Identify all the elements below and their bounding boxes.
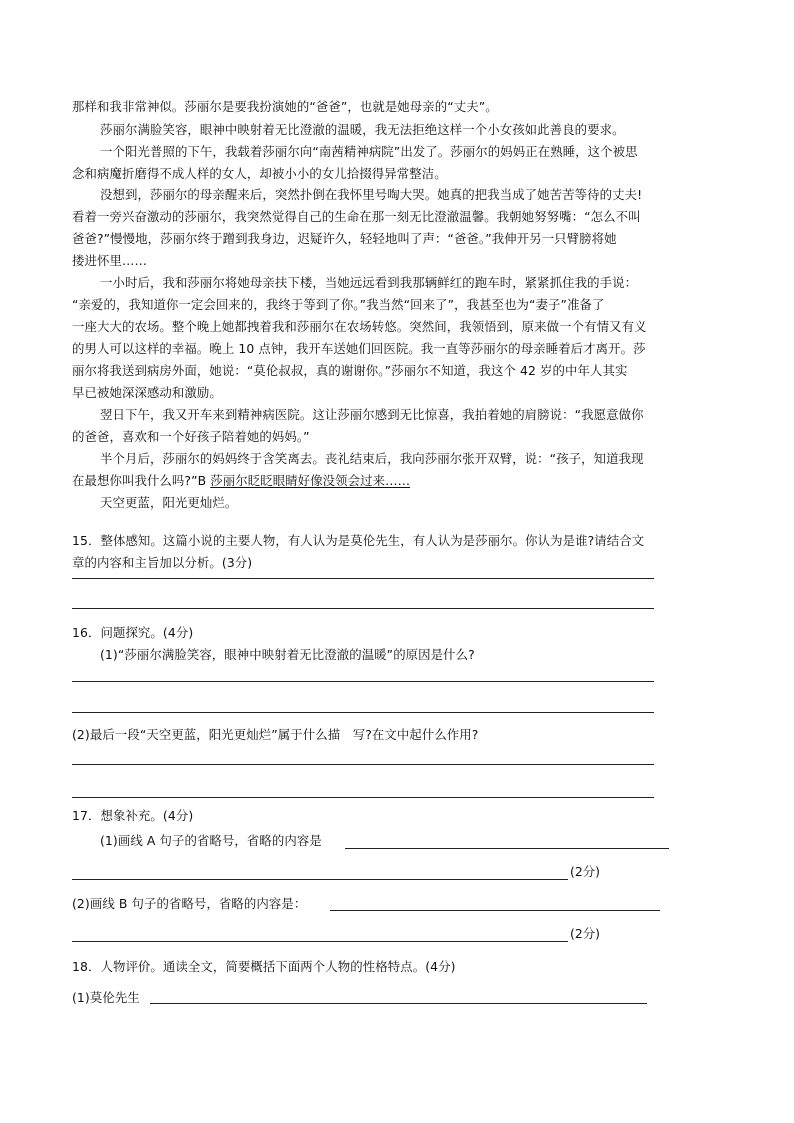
question-17-2-prompt: (2)画线 B 句子的省略号，省略的内容是： bbox=[72, 896, 307, 911]
answer-line[interactable] bbox=[72, 941, 568, 942]
question-18-1-prompt: (1)莫伦先生 bbox=[72, 990, 140, 1005]
story-paragraph-line: 莎丽尔满脸笑容，眼神中映射着无比澄澈的温暖，我无法拒绝这样一个小女孩如此善良的要求。 bbox=[100, 122, 625, 137]
story-paragraph-line: 一个阳光普照的下午，我载着莎丽尔向“南茜精神病院”出发了。莎丽尔的妈妈正在熟睡，这个被思 bbox=[100, 144, 638, 159]
story-text-segment: 在最想你叫我什么吗?”B bbox=[72, 473, 211, 488]
answer-line[interactable] bbox=[72, 879, 568, 880]
story-paragraph-line: 搂进怀里…… bbox=[72, 253, 147, 268]
question-17-title: 17．想象补充。(4分) bbox=[72, 808, 194, 823]
answer-line[interactable] bbox=[72, 712, 654, 713]
story-paragraph-line: 没想到，莎丽尔的母亲醒来后，突然扑倒在我怀里号啕大哭。她真的把我当成了她苦苦等待的丈夫! bbox=[100, 187, 643, 202]
story-paragraph-line: 爸爸?”慢慢地，莎丽尔终于蹭到我身边，迟疑许久，轻轻地叫了声：“爸爸。”我伸开另一只臂膀将她 bbox=[72, 231, 617, 246]
story-paragraph-line: 看着一旁兴奋激动的莎丽尔，我突然觉得自己的生命在那一刻无比澄澈温馨。我朝她努努嘴：“怎么不叫 bbox=[72, 209, 641, 224]
question-16-2-prompt: (2)最后一段“天空更蓝，阳光更灿烂”属于什么描 写?在文中起什么作用? bbox=[72, 727, 479, 742]
answer-line[interactable] bbox=[72, 578, 654, 579]
story-paragraph-line: 的男人可以这样的幸福。晚上 10 点钟，我开车送她们回医院。我一直等莎丽尔的母亲睡着后才离开。莎 bbox=[72, 341, 646, 356]
story-paragraph-line: 丽尔将我送到病房外面，她说：“莫伦叔叔，真的谢谢你。”莎丽尔不知道，我这个 42 岁的中年人其实 bbox=[72, 363, 628, 378]
story-paragraph-line: 一座大大的农场。整个晚上她都拽着我和莎丽尔在农场转悠。突然间，我领悟到，原来做一个有情又有义 bbox=[72, 319, 647, 334]
question-18-title: 18．人物评价。通读全文，简要概括下面两个人物的性格特点。(4分) bbox=[72, 959, 456, 974]
story-paragraph-line bbox=[72, 470, 410, 492]
answer-line[interactable] bbox=[72, 681, 654, 682]
question-16-title: 16．问题探究。(4分) bbox=[72, 625, 194, 640]
story-paragraph-line: 半个月后，莎丽尔的妈妈终于含笑离去。丧礼结束后，我向莎丽尔张开双臂，说：“孩子，知道我现 bbox=[100, 451, 644, 466]
story-paragraph-line: 念和病魔折磨得不成人样的女人，却被小小的女儿拾掇得异常整洁。 bbox=[72, 166, 447, 181]
answer-line[interactable] bbox=[72, 608, 654, 609]
story-paragraph-line: 天空更蓝，阳光更灿烂。 bbox=[100, 495, 238, 510]
story-paragraph-line: 那样和我非常神似。莎丽尔是要我扮演她的“爸爸”，也就是她母亲的“丈夫”。 bbox=[72, 99, 498, 114]
answer-line[interactable] bbox=[345, 848, 669, 849]
answer-line[interactable] bbox=[330, 910, 660, 911]
answer-line[interactable] bbox=[72, 797, 654, 798]
question-16-1-prompt: (1)“莎丽尔满脸笑容，眼神中映射着无比澄澈的温暖”的原因是什么? bbox=[100, 647, 475, 662]
underlined-sentence-b: 莎丽尔眨眨眼睛好像没领会过来…… bbox=[210, 473, 411, 488]
answer-line[interactable] bbox=[72, 764, 654, 765]
answer-line[interactable] bbox=[150, 1003, 647, 1004]
question-15-prompt: 15．整体感知。这篇小说的主要人物，有人认为是莫伦先生，有人认为是莎丽尔。你认为是谁?请结合文 bbox=[72, 533, 645, 548]
question-17-1-prompt: (1)画线 A 句子的省略号，省略的内容是 bbox=[100, 833, 322, 848]
story-paragraph-line: 早已被她深深感动和激励。 bbox=[72, 385, 222, 400]
score-label: (2分) bbox=[570, 864, 600, 879]
story-paragraph-line: 的爸爸，喜欢和一个好孩子陪着她的妈妈。” bbox=[72, 429, 310, 444]
story-paragraph-line: 一小时后，我和莎丽尔将她母亲扶下楼，当她远远看到我那辆鲜红的跑车时，紧紧抓住我的手说： bbox=[100, 275, 638, 290]
story-paragraph-line: “亲爱的，我知道你一定会回来的，我终于等到了你。”我当然“回来了”，我甚至也为“妻子”准备了 bbox=[72, 297, 605, 312]
story-paragraph-line: 翌日下午，我又开车来到精神病医院。这让莎丽尔感到无比惊喜，我拍着她的肩膀说：“我愿意做你 bbox=[100, 407, 644, 422]
question-15-prompt: 章的内容和主旨加以分析。(3分) bbox=[72, 555, 253, 570]
score-label: (2分) bbox=[570, 926, 600, 941]
